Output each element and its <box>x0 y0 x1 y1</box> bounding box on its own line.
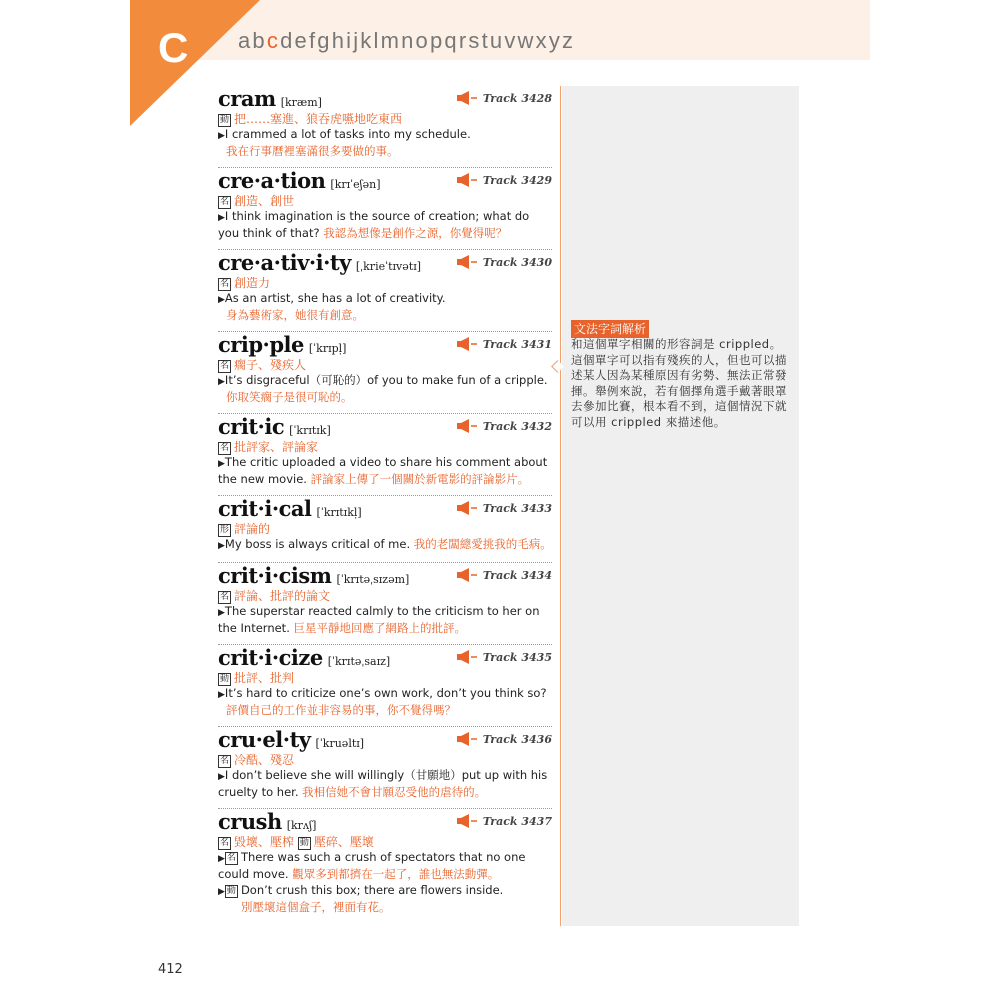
example-en: It’s hard to criticize one’s own work, don’t you think so? <box>224 686 547 700</box>
definition: 評論、批評的論文 <box>234 589 331 603</box>
headword: crit·i·cal <box>218 496 312 521</box>
speaker-icon <box>457 173 477 187</box>
headword: cre·a·tiv·i·ty <box>218 250 351 275</box>
definition: 批評家、評論家 <box>234 440 319 454</box>
audio-track-button[interactable] <box>457 173 552 187</box>
speaker-icon <box>457 650 477 664</box>
speaker-icon <box>457 732 477 746</box>
example-en: I don’t believe she will willingly（甘願地）put up with his cruelty to her. <box>218 768 548 799</box>
track-number: Track 3434 <box>482 568 552 582</box>
alphabet-after: defghijklmnopqrstuvwxyz <box>280 28 576 53</box>
example: ▶As an artist, she has a lot of creativity. 身為藝術家，她很有創意。 <box>218 291 552 323</box>
audio-track-button[interactable] <box>457 337 552 351</box>
pos-tag: 名 <box>220 838 230 848</box>
speaker-icon <box>457 255 477 269</box>
entry-critic <box>218 414 552 496</box>
entry-cram <box>218 86 552 168</box>
example-en: It’s disgraceful（可恥的）of you to make fun of a cripple. <box>224 373 548 387</box>
pronunciation: [krʌʃ] <box>286 819 317 832</box>
pronunciation: [ˈkrɪtɪk] <box>289 424 331 437</box>
example: ▶The critic uploaded a video to share his comment about the new movie. 評論家上傳了一個關於新電影的評論影片。 <box>218 455 548 486</box>
headword: cru·el·ty <box>218 727 311 752</box>
audio-track-button[interactable] <box>457 255 552 269</box>
example-zh: 我在行事曆裡塞滿很多要做的事。 <box>226 144 399 158</box>
audio-track-button[interactable] <box>457 91 552 105</box>
speaker-icon <box>457 568 477 582</box>
audio-track-button[interactable] <box>457 814 552 828</box>
pos-tag: 名 <box>220 592 230 602</box>
example: ▶I don’t believe she will willingly（甘願地）put up with his cruelty to her. 我相信她不會甘願忍受他的虐待的。 <box>218 768 548 799</box>
alphabet-before: ab <box>238 28 267 53</box>
alphabet-current-letter: c <box>266 28 281 53</box>
pos-tag: 名 <box>220 361 230 371</box>
definition: 冷酷、殘忍 <box>234 753 295 767</box>
headword: crip·ple <box>218 332 304 357</box>
audio-track-button[interactable] <box>457 419 552 433</box>
section-letter-badge: C <box>158 24 189 71</box>
example-zh: 你取笑瘸子是很可恥的。 <box>226 390 353 404</box>
definition: 壓碎、壓壞 <box>313 835 374 849</box>
speaker-icon <box>457 814 477 828</box>
track-number: Track 3433 <box>482 501 552 515</box>
example: ▶It’s disgraceful（可恥的）of you to make fun of a cripple. 你取笑瘸子是很可恥的。 <box>218 373 552 405</box>
example: ▶I think imagination is the source of creation; what do you think of that? 我認為想像是創作之源，你覺得呢？ <box>218 209 530 240</box>
entry-cripple <box>218 332 552 414</box>
pos-tag: 動 <box>299 838 309 848</box>
example-zh: 我認為想像是創作之源，你覺得呢？ <box>323 226 508 240</box>
entry-creativity <box>218 250 552 332</box>
example-zh: 別壓壞這個盒子，裡面有花。 <box>241 900 391 914</box>
pos-tag: 動 <box>220 674 230 684</box>
sidebar-divider <box>560 86 561 926</box>
pos-tag: 動 <box>226 886 236 896</box>
pronunciation: [ˈkrɪtəˌsɪzəm] <box>336 573 410 586</box>
track-number: Track 3432 <box>482 419 552 433</box>
audio-track-button[interactable] <box>457 732 552 746</box>
audio-track-button[interactable] <box>457 568 552 582</box>
pronunciation: [ˌkrieˈtɪvətɪ] <box>355 260 422 273</box>
definition: 把……塞進、狼吞虎嚥地吃東西 <box>234 112 403 126</box>
page-number: 412 <box>158 962 183 977</box>
pronunciation: [ˈkruəltɪ] <box>315 737 365 750</box>
headword: crit·ic <box>218 414 285 439</box>
example: ▶The superstar reacted calmly to the criticism to her on the Internet. 巨星平靜地回應了網路上的批評。 <box>218 604 540 635</box>
pos-tag: 名 <box>220 197 230 207</box>
pronunciation: [kræm] <box>280 96 322 109</box>
speaker-icon <box>457 337 477 351</box>
example: ▶My boss is always critical of me. 我的老闆總愛挑我的毛病。 <box>218 537 552 551</box>
pos-tag: 名 <box>226 853 236 863</box>
definition: 毀壞、壓榨 <box>234 835 295 849</box>
grammar-sidebar <box>562 86 799 926</box>
track-number: Track 3428 <box>482 91 552 105</box>
track-number: Track 3436 <box>482 732 552 746</box>
example-zh: 觀眾多到都擠在一起了，誰也無法動彈。 <box>292 867 500 881</box>
speaker-icon <box>457 501 477 515</box>
example: ▶ 動 Don’t crush this box; there are flowers inside. 別壓壞這個盒子，裡面有花。 <box>218 883 552 915</box>
pronunciation: [krɪˈeʃən] <box>330 178 381 191</box>
pronunciation: [ˈkrɪpḷ] <box>308 342 347 355</box>
entry-cruelty <box>218 727 552 809</box>
example-zh: 身為藝術家，她很有創意。 <box>226 308 364 322</box>
example-zh: 我相信她不會甘願忍受他的虐待的。 <box>302 785 487 799</box>
entry-crush <box>218 809 552 949</box>
headword: crit·i·cize <box>218 645 323 670</box>
headword: crit·i·cism <box>218 563 332 588</box>
pronunciation: [ˈkrɪtɪkḷ] <box>316 506 362 519</box>
headword: crush <box>218 809 282 834</box>
example-en: As an artist, she has a lot of creativity. <box>224 291 446 305</box>
entry-list <box>218 86 552 949</box>
pos-tag: 名 <box>220 756 230 766</box>
definition: 瘸子、殘疾人 <box>234 358 307 372</box>
example: ▶It’s hard to criticize one’s own work, don’t you think so? 評價自己的工作並非容易的事，你不覺得嗎？ <box>218 686 552 718</box>
example-zh: 巨星平靜地回應了網路上的批評。 <box>293 621 467 635</box>
example-zh: 我的老闆總愛挑我的毛病。 <box>413 537 552 551</box>
pos-tag: 名 <box>220 279 230 289</box>
entry-criticize <box>218 645 552 727</box>
pos-tag: 動 <box>220 115 230 125</box>
track-number: Track 3429 <box>482 173 552 187</box>
speaker-icon <box>457 419 477 433</box>
definition: 創造力 <box>234 276 271 290</box>
headword: cre·a·tion <box>218 168 326 193</box>
example-en: The critic uploaded a video to share his comment about the new movie. <box>218 455 548 486</box>
track-number: Track 3435 <box>482 650 552 664</box>
definition: 評論的 <box>234 522 271 536</box>
example-zh: 評論家上傳了一個關於新電影的評論影片。 <box>310 472 530 486</box>
example-en: I think imagination is the source of creation; what do you think of that? <box>218 209 530 240</box>
headword: cram <box>218 86 276 111</box>
pos-tag: 名 <box>220 443 230 453</box>
entry-critical <box>218 496 552 563</box>
example-en: There was such a crush of spectators that no one could move. <box>218 850 526 881</box>
track-number: Track 3431 <box>482 337 552 351</box>
example: ▶ 名 There was such a crush of spectators that no one could move. 觀眾多到都擠在一起了，誰也無法動彈。 <box>218 850 526 881</box>
speaker-icon <box>457 91 477 105</box>
entry-criticism <box>218 563 552 645</box>
example-en: I crammed a lot of tasks into my schedule. <box>224 127 471 141</box>
audio-track-button[interactable] <box>457 501 552 515</box>
audio-track-button[interactable] <box>457 650 552 664</box>
track-number: Track 3430 <box>482 255 552 269</box>
track-number: Track 3437 <box>482 814 552 828</box>
entry-creation <box>218 168 552 250</box>
example-en: The superstar reacted calmly to the criticism to her on the Internet. <box>218 604 540 635</box>
alphabet-index <box>238 28 575 54</box>
pronunciation: [ˈkrɪtəˌsaɪz] <box>327 655 391 668</box>
pos-tag: 形 <box>220 525 230 535</box>
grammar-note-title: 文法字詞解析 <box>571 320 649 338</box>
definition: 創造、創世 <box>234 194 295 208</box>
definition: 批評、批判 <box>234 671 295 685</box>
example-zh: 評價自己的工作並非容易的事，你不覺得嗎？ <box>226 703 456 717</box>
example-en: Don’t crush this box; there are flowers inside. <box>240 883 504 897</box>
grammar-note-body: 和這個單字相關的形容詞是 crippled。這個單字可以指有殘疾的人，但也可以描述某人因為某種原因有劣勢、無法正常發揮。舉例來說，若有個擇角選手戴著眼罩去參加比賽，根本看不到，這個情況下就可以用 crippled 來描述他。 <box>571 337 787 429</box>
example-en: My boss is always critical of me. <box>224 537 411 551</box>
example: ▶I crammed a lot of tasks into my schedule. 我在行事曆裡塞滿很多要做的事。 <box>218 127 552 159</box>
